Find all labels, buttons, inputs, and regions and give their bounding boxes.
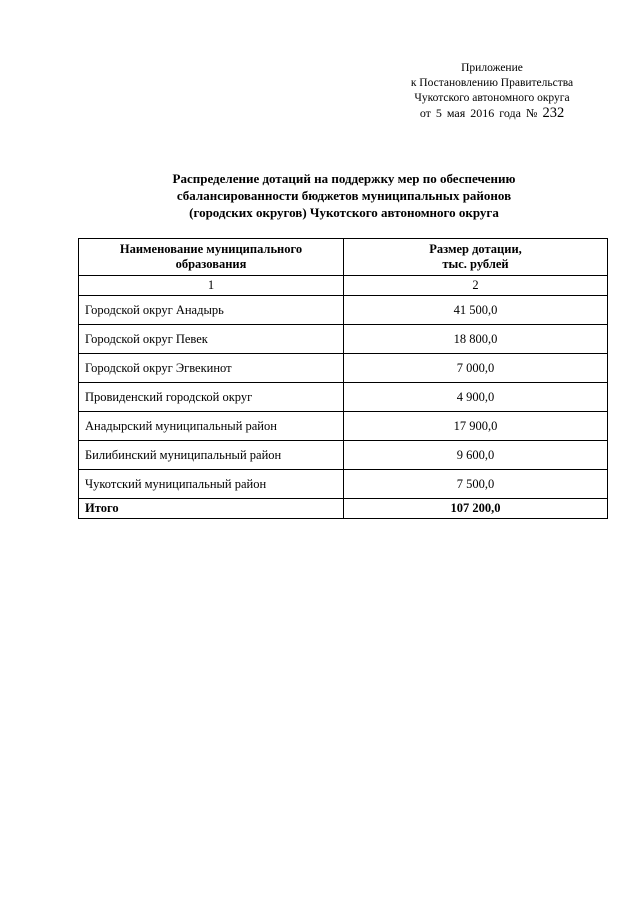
header-amount <box>344 239 608 276</box>
document-title <box>80 170 608 221</box>
row-amount: 4 900,0 <box>344 383 608 412</box>
table-row <box>79 354 608 383</box>
row-amount: 18 800,0 <box>344 325 608 354</box>
row-municipality: Городской округ Анадырь <box>79 296 344 325</box>
table-row <box>79 383 608 412</box>
row-municipality: Провиденский городской округ <box>79 383 344 412</box>
column-number-1: 1 <box>79 276 344 296</box>
date-day: 5 <box>435 106 442 120</box>
column-number-row <box>79 276 608 296</box>
table-row <box>79 325 608 354</box>
appendix-header <box>392 61 592 121</box>
table-row <box>79 470 608 499</box>
header-amount-line-1: Размер дотации, <box>429 242 522 256</box>
column-number-2: 2 <box>344 276 608 296</box>
row-municipality: Городской округ Певек <box>79 325 344 354</box>
date-year-word: года <box>499 106 521 120</box>
header-municipality-line-1: Наименование муниципального <box>119 242 303 256</box>
date-prefix: от <box>419 106 431 120</box>
row-amount: 17 900,0 <box>344 412 608 441</box>
header-municipality-line-2: образования <box>175 257 247 271</box>
appendix-region: Чукотского автономного округа <box>414 92 570 104</box>
header-amount-line-2: тыс. рублей <box>442 257 509 271</box>
resolution-number: 232 <box>542 105 565 121</box>
header-municipality <box>79 239 344 276</box>
number-sign: № <box>525 106 538 120</box>
table-row <box>79 296 608 325</box>
title-line-2: сбалансированности бюджетов муниципальных районов <box>176 188 512 203</box>
row-municipality: Чукотский муниципальный район <box>79 470 344 499</box>
appendix-resolution-ref: к Постановлению Правительства <box>410 77 574 89</box>
row-municipality: Билибинский муниципальный район <box>79 441 344 470</box>
total-label: Итого <box>79 499 344 519</box>
title-line-3: (городских округов) Чукотского автономного округа <box>189 205 499 220</box>
title-line-1: Распределение дотаций на поддержку мер по обеспечению <box>172 171 516 186</box>
row-municipality: Анадырский муниципальный район <box>79 412 344 441</box>
date-year: 2016 <box>470 106 495 120</box>
table-header-row <box>79 239 608 276</box>
table-row <box>79 412 608 441</box>
row-amount: 7 500,0 <box>344 470 608 499</box>
appendix-label: Приложение <box>461 62 523 74</box>
appendix-date-number <box>392 106 592 121</box>
row-amount: 41 500,0 <box>344 296 608 325</box>
row-amount: 7 000,0 <box>344 354 608 383</box>
table-row <box>79 441 608 470</box>
total-amount: 107 200,0 <box>344 499 608 519</box>
total-row <box>79 499 608 519</box>
row-amount: 9 600,0 <box>344 441 608 470</box>
dotations-table <box>78 238 608 519</box>
date-month: мая <box>446 106 466 120</box>
row-municipality: Городской округ Эгвекинот <box>79 354 344 383</box>
